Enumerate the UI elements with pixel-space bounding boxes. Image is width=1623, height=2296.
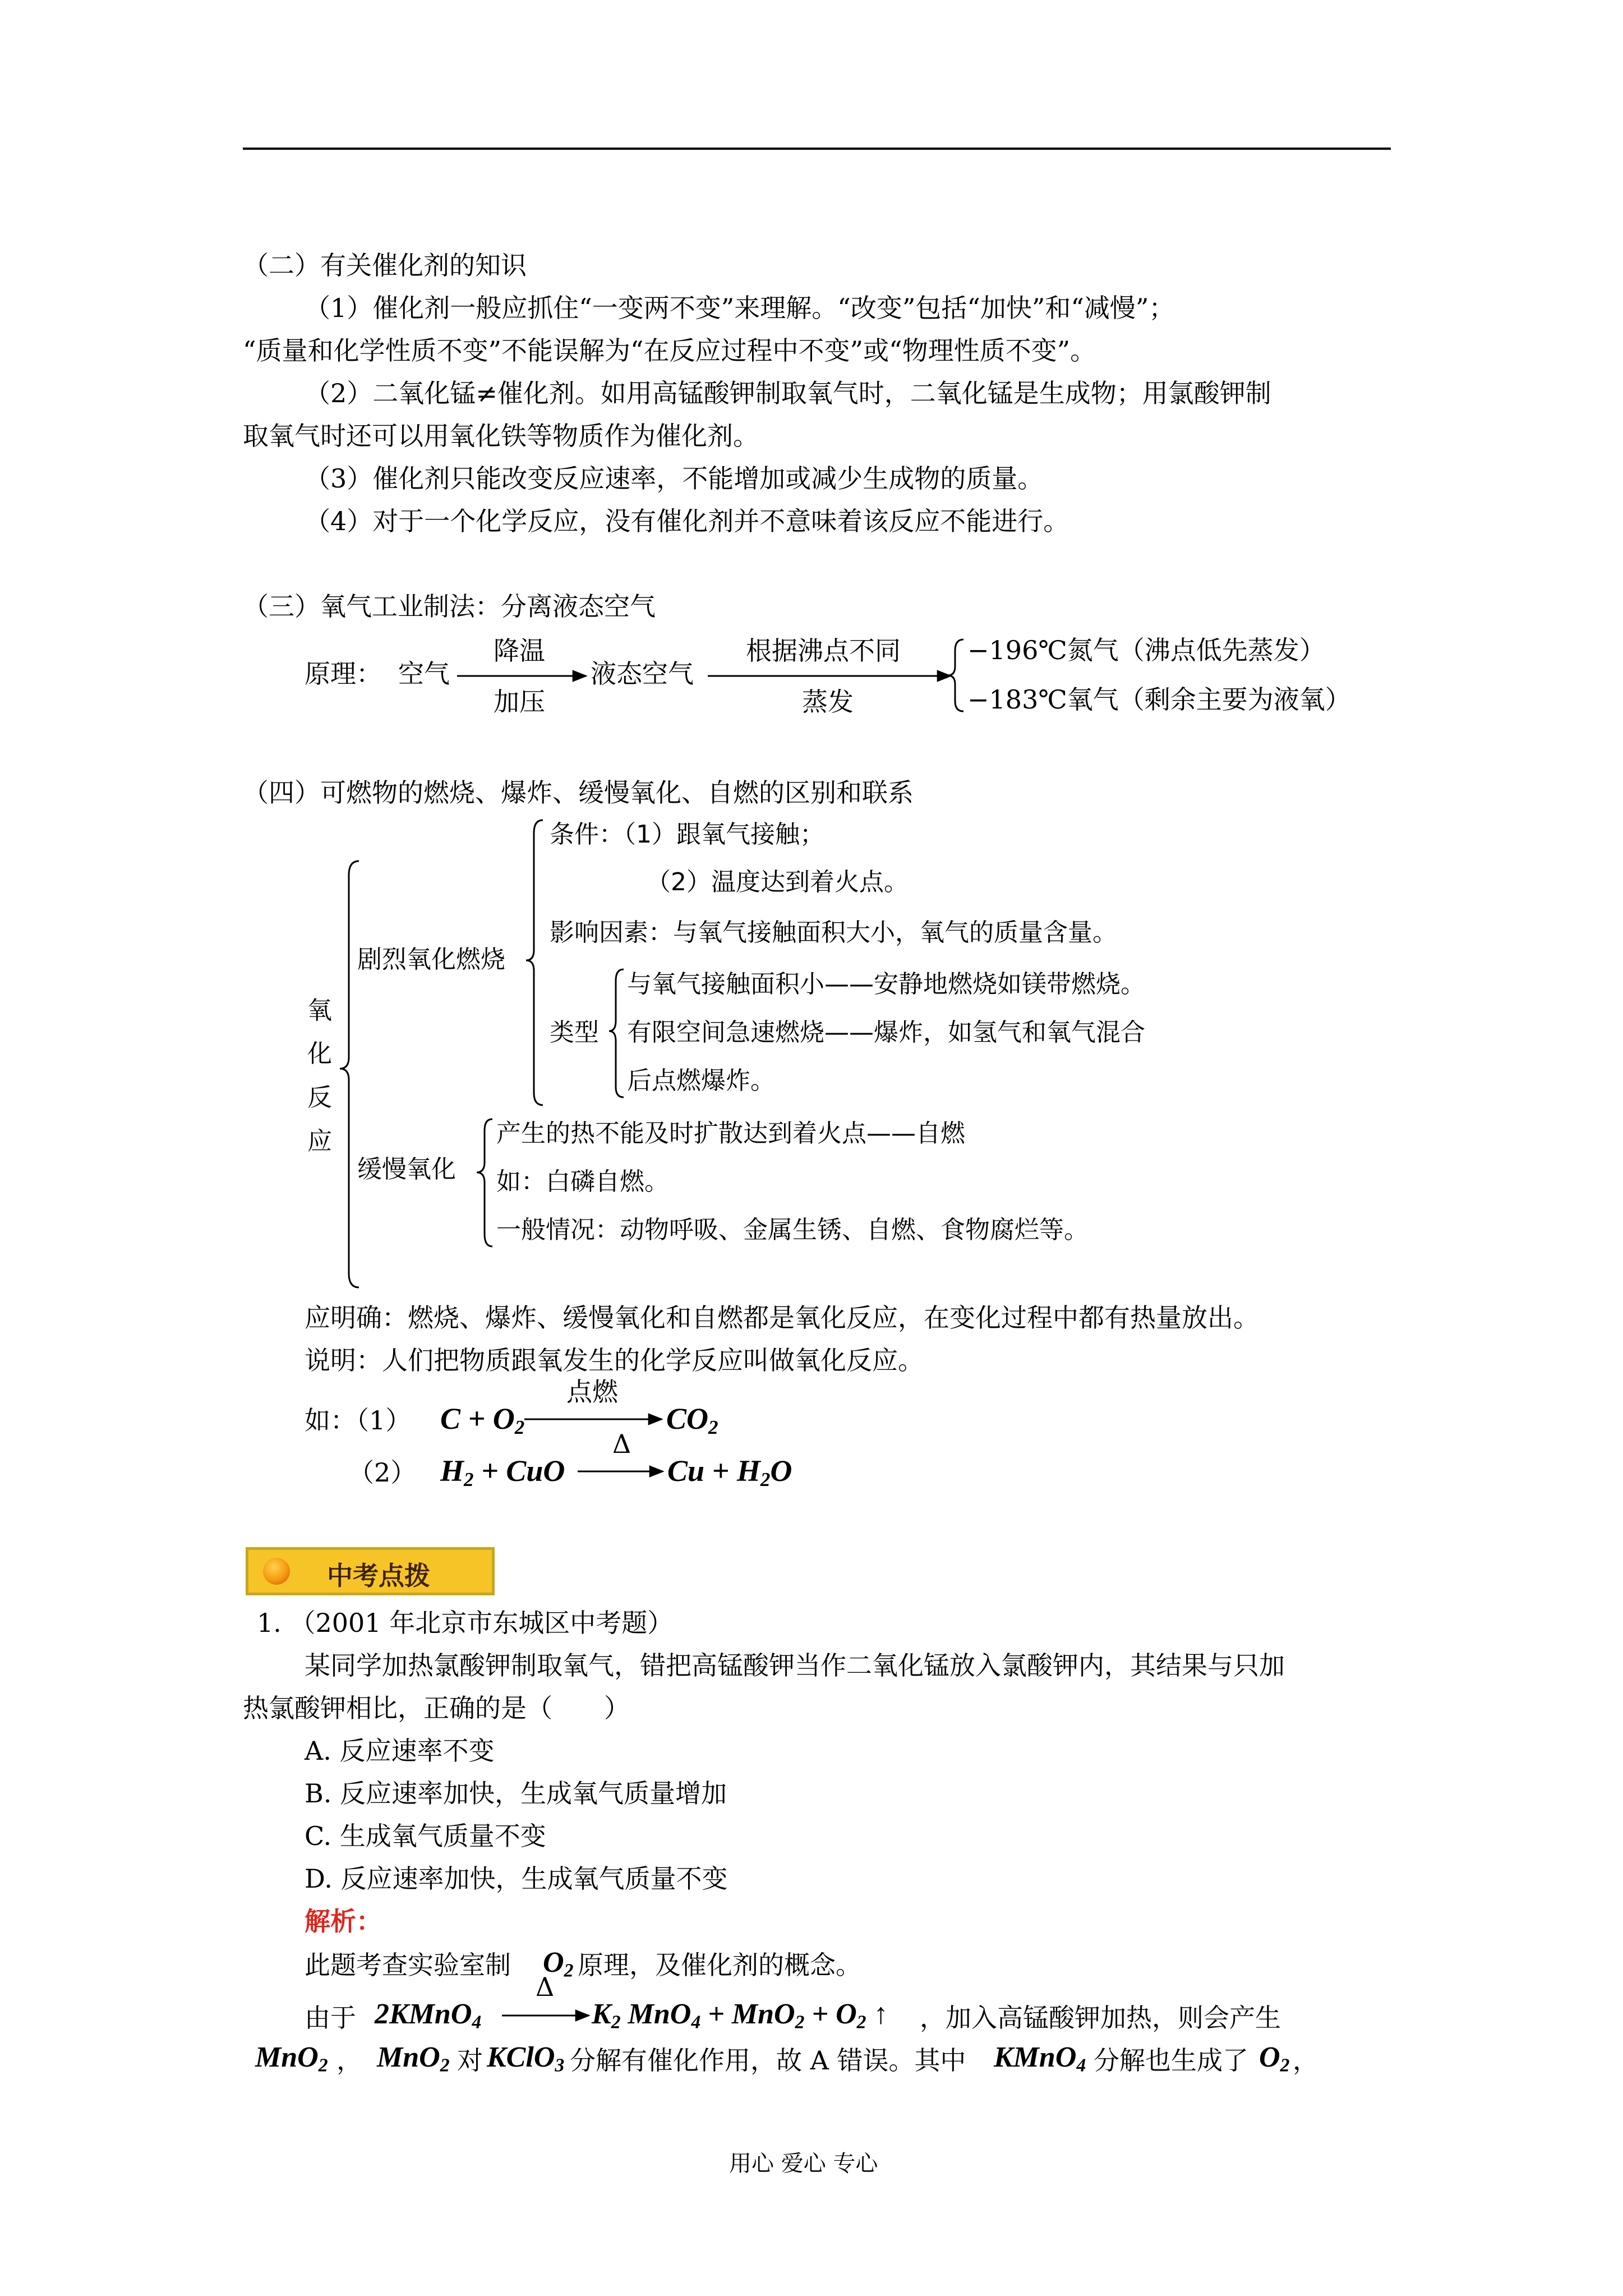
eq-prefix-1: 如：（1） [305,1405,412,1435]
comma-text: ， [336,2045,362,2076]
equation-2-left: $H_2$ + CuO [440,1454,565,1490]
arrow2-bottom-label: 蒸发 [802,687,854,717]
question-stem: 某同学加热氯酸钾制取氧气，错把高锰酸钾当作二氧化锰放入氯酸钾内，其结果与只加 [305,1650,1285,1681]
root-char-4: 应 [307,1127,332,1156]
arrow2-top-label: 根据沸点不同 [746,636,901,666]
root-char-1: 氧 [307,996,332,1025]
slow-oxidation-label: 缓慢氧化 [357,1155,456,1184]
brace-slow [477,1119,492,1246]
slow-1: 产生的热不能及时扩散达到着火点——自燃 [496,1119,965,1148]
analysis-line2-b: ，加入高锰酸钾加热，则会产生 [920,2003,1281,2033]
question-header: 1. （2001 年北京市东城区中考题） [257,1608,674,1638]
slow-2: 如：白磷自燃。 [496,1167,669,1196]
option-b: B. 反应速率加快，生成氧气质量增加 [305,1778,727,1809]
section4-title: （四）可燃物的燃烧、爆炸、缓慢氧化、自燃的区别和联系 [243,777,914,808]
brace-outputs [948,639,963,711]
section2-para2: （2）二氧化锰≠催化剂。如用高锰酸钾制取氧气时，二氧化锰是生成物；用氯酸钾制 [305,378,1271,408]
equation-1-right: $CO_2$ [666,1402,718,1438]
liquid-air-text: 液态空气 [591,659,694,689]
analysis-line2-a: 由于 [305,2003,356,2033]
option-d: D. 反应速率加快，生成氧气质量不变 [305,1864,728,1894]
eq2-condition: Δ [612,1429,631,1459]
analysis-condition: Δ [536,1972,555,2002]
equation-2-right: $Cu + H_2O$ [667,1454,792,1490]
type-label: 类型 [550,1018,599,1047]
brace-intense [526,820,543,1105]
analysis-line1-b: 原理，及催化剂的概念。 [578,1950,861,1980]
brace-root [340,861,359,1287]
analysis-line3-d: ， [1293,2045,1318,2076]
brace-types [609,969,624,1097]
formula-kmno4: KMnO$_4$ [994,2041,1086,2076]
analysis-line1-a: 此题考查实验室制 [305,1950,511,1980]
note-explain: 说明：人们把物质跟氧发生的化学反应叫做氧化反应。 [305,1345,924,1375]
influence-factor: 影响因素：与氧气接触面积大小，氧气的质量含量。 [550,918,1117,947]
type-2: 有限空间急速燃烧——爆炸，如氢气和氧气混合 [627,1018,1145,1047]
section2-para2-cont: 取氧气时还可以用氧化铁等物质作为催化剂。 [243,421,759,451]
section2-para4: （4）对于一个化学反应，没有催化剂并不意味着该反应不能进行。 [305,506,1069,536]
condition-1: 条件：（1）跟氧气接触； [550,820,824,849]
root-char-3: 反 [307,1083,332,1112]
analysis-line3-a: 对 [457,2045,483,2076]
type-1: 与氧气接触面积小——安静地燃烧如镁带燃烧。 [627,970,1145,999]
formula-2kmno4: 2KMnO$_4$ [375,1998,482,2033]
nitrogen-output: −196℃氮气（沸点低先蒸发） [967,635,1325,665]
section2-para1-cont: “质量和化学性质不变”不能误解为“在反应过程中不变”或“物理性质不变”。 [243,335,1096,366]
principle-label: 原理： [305,659,382,689]
formula-products: $K_2$ $MnO_4 + MnO_2 + O_2$ ↑ [592,1998,888,2033]
option-a: A. 反应速率不变 [305,1736,495,1766]
section2-title: （二）有关催化剂的知识 [243,250,527,280]
formula-o2-b: $O_2$ [1259,2041,1290,2076]
oxygen-output: −183℃氧气（剩余主要为液氧） [967,684,1351,715]
analysis-label: 解析： [305,1906,382,1936]
intense-combustion-label: 剧烈氧化燃烧 [357,945,505,974]
option-c: C. 生成氧气质量不变 [305,1821,546,1851]
arrow1-top-label: 降温 [494,636,545,666]
question-stem-cont: 热氯酸钾相比，正确的是（ ） [243,1693,630,1723]
slow-3: 一般情况：动物呼吸、金属生锈、自燃、食物腐烂等。 [496,1216,1089,1244]
arrow1-bottom-label: 加压 [494,687,545,717]
air-text: 空气 [398,659,450,689]
formula-mno2-b: MnO$_2$ [377,2041,450,2076]
root-char-2: 化 [307,1039,332,1068]
analysis-line3-c: 分解也生成了 [1094,2045,1248,2076]
analysis-line3-b: 分解有催化作用，故 A 错误。其中 [570,2045,966,2076]
condition-2: （2）温度达到着火点。 [646,868,909,896]
equation-1-left: $C + O_2$ [440,1402,525,1438]
formula-mno2-a: MnO$_2$ [255,2041,328,2076]
section2-para3: （3）催化剂只能改变反应速率，不能增加或减少生成物的质量。 [305,463,1044,494]
formula-o2: $O_2$ [543,1947,574,1981]
section3-title: （三）氧气工业制法：分离液态空气 [243,591,656,622]
eq1-condition: 点燃 [566,1377,618,1407]
formula-kclo3: KClO$_3$ [487,2041,565,2076]
banner-label: 中考点拨 [327,1561,430,1591]
eq-prefix-2: （2） [348,1457,417,1488]
page-footer: 用心 爱心 专心 [729,2151,878,2177]
section2-para1: （1）催化剂一般应抓住“一变两不变”来理解。“改变”包括“加快”和“减慢”； [305,293,1175,323]
type-2-cont: 后点燃爆炸。 [627,1066,775,1095]
note-clarify: 应明确：燃烧、爆炸、缓慢氧化和自燃都是氧化反应，在变化过程中都有热量放出。 [305,1303,1259,1333]
